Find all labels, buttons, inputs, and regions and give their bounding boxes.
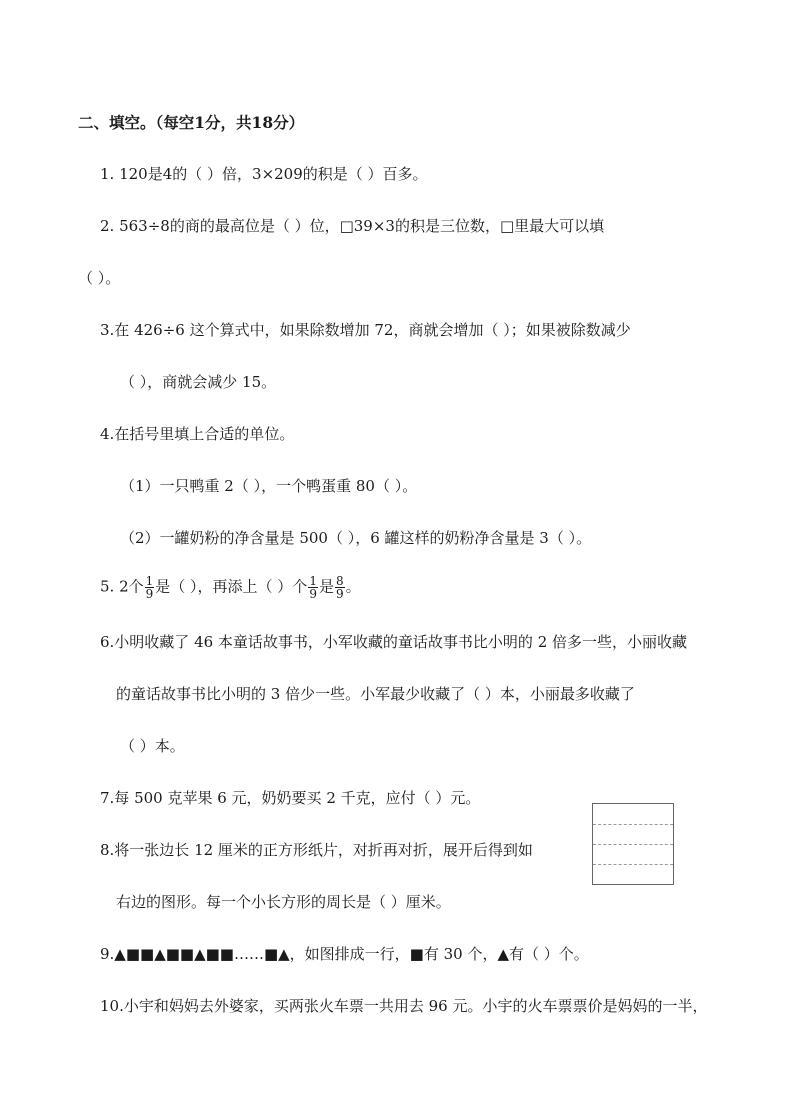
question-9: 9.▲■■▲■■▲■■……■▲，如图排成一行，■有 30 个，▲有（ ）个。 (100, 945, 589, 963)
question-4-sub-2: （2）一罐奶粉的净含量是 500（ ），6 罐这样的奶粉净含量是 3（ ）。 (120, 529, 592, 547)
question-8-line-2: 右边的图形。每一个小长方形的周长是（ ）厘米。 (116, 893, 451, 911)
fraction-denominator: 9 (309, 587, 317, 601)
question-5-part-4: 。 (345, 577, 361, 596)
fraction-numerator: 8 (335, 574, 344, 588)
fraction-eight-ninths (335, 575, 345, 600)
question-1: 1. 120是4的（ ）倍，3×209的积是（ ）百多。 (100, 165, 428, 183)
fraction-numerator: 1 (145, 574, 154, 588)
fraction-numerator: 1 (309, 574, 317, 588)
fraction-one-ninth (308, 575, 318, 600)
question-3-line-1: 3.在 426÷6 这个算式中，如果除数增加 72，商就会增加（ ）；如果被除数减少 (100, 321, 631, 339)
fraction-one-ninth (145, 575, 155, 600)
fold-line (593, 824, 673, 825)
question-3-line-2: （ ），商就会减少 15。 (120, 373, 277, 391)
fold-line (593, 864, 673, 865)
question-6-line-1: 6.小明收藏了 46 本童话故事书，小军收藏的童话故事书比小明的 2 倍多一些，小丽收藏 (100, 633, 688, 651)
fold-line (593, 844, 673, 845)
question-8-line-1: 8.将一张边长 12 厘米的正方形纸片，对折再对折，展开后得到如 (100, 841, 533, 859)
question-2-line-2: （ ）。 (78, 269, 121, 287)
question-7: 7.每 500 克苹果 6 元，奶奶要买 2 千克，应付（ ）元。 (100, 789, 481, 807)
question-6-line-2: 的童话故事书比小明的 3 倍少一些。小军最少收藏了（ ）本，小丽最多收藏了 (116, 685, 635, 703)
folded-square-figure (592, 803, 674, 885)
question-5-part-1: 5. 2个 (100, 577, 144, 596)
fraction-denominator: 9 (145, 587, 154, 601)
question-2-line-1: 2. 563÷8的商的最高位是（ ）位，□39×3的积是三位数，□里最大可以填 (100, 217, 605, 235)
question-4-sub-1: （1）一只鸭重 2（ ），一个鸭蛋重 80（ ）。 (120, 477, 418, 495)
question-4-title: 4.在括号里填上合适的单位。 (100, 425, 295, 443)
question-10-line-1: 10.小宇和妈妈去外婆家，买两张火车票一共用去 96 元。小宇的火车票票价是妈妈的一半， (100, 997, 708, 1015)
question-5 (100, 575, 361, 600)
fraction-denominator: 9 (335, 587, 344, 601)
question-5-part-3: 是 (318, 577, 334, 596)
question-5-part-2: 是（ ），再添上（ ）个 (155, 577, 308, 596)
question-6-line-3: （ ）本。 (120, 737, 185, 755)
section-heading: 二、填空。（每空1分，共18分） (78, 113, 305, 132)
